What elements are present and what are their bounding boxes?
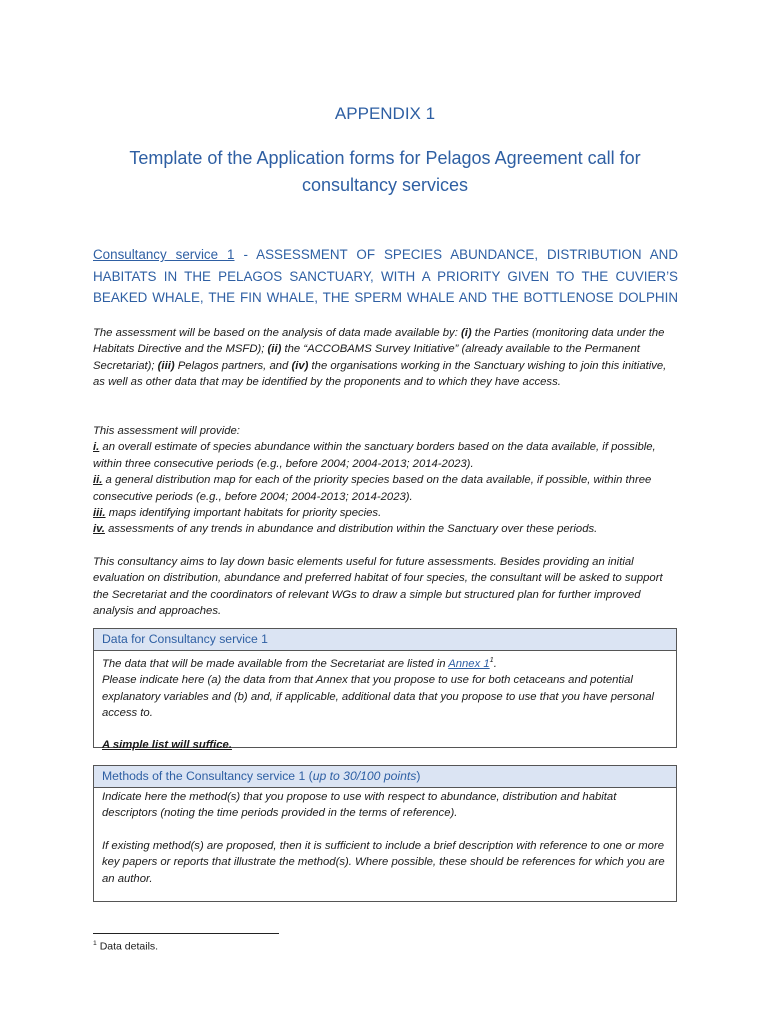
intro-marker: (iv)	[291, 359, 309, 372]
intro-marker: (i)	[461, 327, 472, 339]
footnote-ref[interactable]: 1	[489, 655, 494, 664]
service-heading-text: - ASSESSMENT OF SPECIES ABUNDANCE, DISTRIBUTION AND HABITATS IN THE PELAGOS SANCTUARY, WITH A PRIORITY GIVEN TO THE CUVIER’S BEAKED WHALE, THE FIN WHALE, THE SPERM WHALE AND THE BOTTLENOSE DOLPHIN	[93, 247, 678, 305]
intro-marker: (ii)	[267, 343, 282, 356]
intro-text: the organisations working in the Sanctuary wishing to join this initiative, as well as other data that may be identified by the proponents and to which they have access.	[93, 359, 667, 389]
methods-header-text: )	[416, 769, 421, 783]
footnote-number: 1	[93, 940, 97, 947]
provide-list	[93, 423, 678, 538]
intro-marker: (iii)	[157, 359, 175, 372]
service-label: Consultancy service 1	[93, 247, 235, 262]
appendix-heading: APPENDIX 1	[334, 104, 436, 123]
data-box-text: The data that will be made available from the Secretariat are listed in	[102, 657, 449, 670]
data-box-note: A simple list will suffice.	[102, 739, 232, 752]
footnote	[93, 940, 158, 953]
list-marker: iv.	[93, 523, 105, 536]
list-item	[93, 505, 678, 521]
list-marker: iii.	[93, 507, 106, 520]
data-box-body[interactable]	[94, 651, 676, 758]
methods-box-body[interactable]	[94, 788, 676, 891]
data-box-header: Data for Consultancy service 1	[94, 629, 676, 651]
data-box-instructions: Please indicate here (a) the data from that Annex that you propose to use for both cetaceans and potential explanatory variables and (b) and, if applicable, additional data that you propose to use that you have personal access to.	[102, 674, 655, 719]
data-box-text: .	[493, 657, 497, 670]
page-title: Template of the Application forms for Pelagos Agreement call for consultancy services	[129, 148, 641, 195]
intro-paragraph	[93, 325, 678, 391]
footnote-divider	[93, 933, 279, 934]
methods-instructions: Indicate here the method(s) that you propose to use with respect to abundance, distribution and habitat descriptors (noting the time periods provided in the terms of reference).	[102, 791, 617, 820]
list-item	[93, 521, 678, 537]
list-text: maps identifying important habitats for priority species.	[105, 507, 382, 520]
data-box	[93, 628, 677, 752]
list-text: an overall estimate of species abundance within the sanctuary borders based on the data available, if possible, within three consecutive periods (e.g., before 2004; 2004-2013; 2014-2023).	[93, 441, 656, 470]
intro-text: the Parties (monitoring data under the Habitats Directive and the MSFD);	[93, 327, 665, 356]
methods-points: up to 30/100 points	[312, 769, 417, 783]
footnote-text: Data details.	[96, 940, 159, 953]
intro-text: The assessment will be based on the analysis of data made available by:	[93, 327, 461, 339]
list-item	[93, 439, 678, 472]
aims-paragraph: This consultancy aims to lay down basic elements useful for future assessments. Besides providing an initial evaluation on distribution, abundance and preferred habitat of four species, the consultant will be asked to support the Secretariat and the coordinators of relevant WGs to draw a simple but structured plan for further improved analysis and approaches.	[93, 556, 663, 618]
provide-lead: This assessment will provide:	[93, 425, 240, 437]
intro-text: Pelagos partners, and	[174, 359, 292, 372]
list-text: a general distribution map for each of the priority species based on the data available, if possible, within three consecutive periods (e.g., before 2004; 2004-2013; 2014-2023).	[93, 474, 652, 503]
annex-link[interactable]: Annex 1	[448, 657, 490, 670]
list-item	[93, 472, 678, 505]
methods-header-text: Methods of the Consultancy service 1 (	[102, 769, 313, 783]
list-text: assessments of any trends in abundance and distribution within the Sanctuary over these periods.	[104, 523, 598, 536]
methods-note: If existing method(s) are proposed, then it is sufficient to include a brief description with reference to one or more key papers or reports that illustrate the method(s). Where possible, these should be references for which you are an author.	[102, 839, 665, 885]
list-marker: i.	[93, 441, 100, 454]
data-box-line	[102, 652, 668, 672]
service-heading	[93, 244, 678, 309]
methods-box	[93, 765, 677, 902]
intro-text: the “ACCOBAMS Survey Initiative” (already available to the Permanent Secretariat);	[93, 343, 640, 372]
methods-box-header	[94, 766, 676, 788]
list-marker: ii.	[93, 474, 103, 487]
